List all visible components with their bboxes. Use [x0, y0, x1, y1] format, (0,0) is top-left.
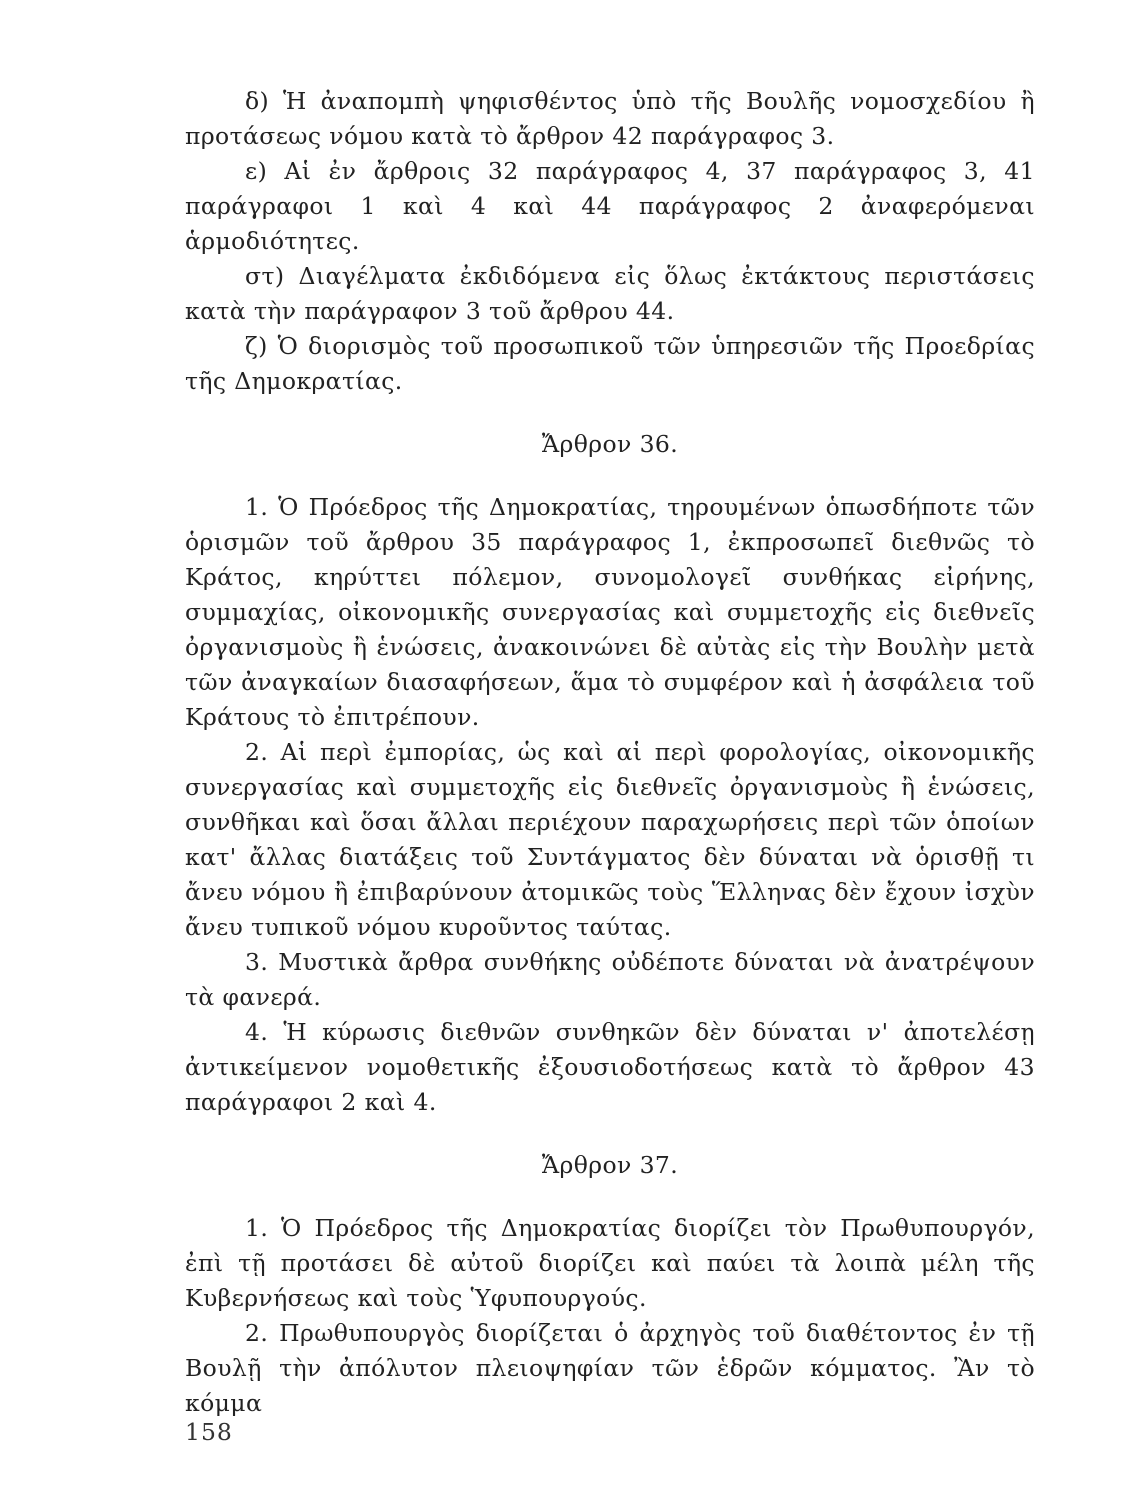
article-37-paragraph-2: 2. Πρωθυπουργὸς διορίζεται ὁ ἀρχηγὸς τοῦ διαθέτοντος ἐν τῇ Βουλῇ τὴν ἀπόλυτον πλειοψηφίαν τῶν ἑδρῶν κόμματος. Ἂν τὸ κόμμα [185, 1319, 1035, 1417]
article-36-paragraph-1: 1. Ὁ Πρόεδρος τῆς Δημοκρατίας, τηρουμένων ὁπωσδήποτε τῶν ὁρισμῶν τοῦ ἄρθρου 35 παράγραφος 1, ἐκπροσωπεῖ διεθνῶς τὸ Κράτος, κηρύττει πόλεμον, συνομολογεῖ συνθήκας εἰρήνης, συμμαχίας, οἰκονομικῆς συνεργασίας καὶ συμμετοχῆς εἰς διεθνεῖς ὀργανισμοὺς ἢ ἑνώσεις, ἀνακοινώνει δὲ αὐτὰς εἰς τὴν Βουλὴν μετὰ τῶν ἀναγκαίων διασαφήσεων, ἅμα τὸ συμφέρον καὶ ἡ ἀσφάλεια τοῦ Κράτους τὸ ἐπιτρέπουν. [185, 493, 1035, 731]
article-37-paragraph-1: 1. Ὁ Πρόεδρος τῆς Δημοκρατίας διορίζει τὸν Πρωθυπουργόν, ἐπὶ τῇ προτάσει δὲ αὐτοῦ διορίζει καὶ παύει τὰ λοιπὰ μέλη τῆς Κυβερνήσεως καὶ τοὺς Ὑφυπουργούς. [185, 1214, 1035, 1312]
article-36-paragraph-2: 2. Αἱ περὶ ἐμπορίας, ὡς καὶ αἱ περὶ φορολογίας, οἰκονομικῆς συνεργασίας καὶ συμμετοχῆς εἰς διεθνεῖς ὀργανισμοὺς ἢ ἑνώσεις, συνθῆκαι καὶ ὅσαι ἄλλαι περιέχουν παραχωρήσεις περὶ τῶν ὁποίων κατ' ἄλλας διατάξεις τοῦ Συντάγματος δὲν δύναται νὰ ὁρισθῇ τι ἄνευ νόμου ἢ ἐπιβαρύνουν ἀτομικῶς τοὺς Ἕλληνας δὲν ἔχουν ἰσχὺν ἄνευ τυπικοῦ νόμου κυροῦντος ταύτας. [185, 738, 1035, 941]
article-37-heading: Ἄρθρον 37. [541, 1151, 679, 1179]
article-36-paragraph-3: 3. Μυστικὰ ἄρθρα συνθήκης οὐδέποτε δύναται νὰ ἀνατρέψουν τὰ φανερά. [185, 948, 1035, 1011]
paragraph-epsilon: ε) Αἱ ἐν ἄρθροις 32 παράγραφος 4, 37 παράγραφος 3, 41 παράγραφοι 1 καὶ 4 καὶ 44 παράγραφος 2 ἀναφερόμεναι ἁρμοδιότητες. [185, 157, 1035, 255]
article-36-paragraph-4: 4. Ἡ κύρωσις διεθνῶν συνθηκῶν δὲν δύναται ν' ἀποτελέσῃ ἀντικείμενον νομοθετικῆς ἐξουσιοδοτήσεως κατὰ τὸ ἄρθρον 43 παράγραφοι 2 καὶ 4. [185, 1018, 1035, 1116]
page-body [185, 84, 1035, 1421]
paragraph-zeta: ζ) Ὁ διορισμὸς τοῦ προσωπικοῦ τῶν ὑπηρεσιῶν τῆς Προεδρίας τῆς Δημοκρατίας. [185, 332, 1035, 395]
article-36-heading: Ἄρθρον 36. [541, 430, 679, 458]
paragraph-st: στ) Διαγέλματα ἐκδιδόμενα εἰς ὅλως ἐκτάκτους περιστάσεις κατὰ τὴν παράγραφον 3 τοῦ ἄρθρου 44. [185, 262, 1035, 325]
paragraph-delta: δ) Ἡ ἀναπομπὴ ψηφισθέντος ὑπὸ τῆς Βουλῆς νομοσχεδίου ἢ προτάσεως νόμου κατὰ τὸ ἄρθρον 42 παράγραφος 3. [185, 87, 1035, 150]
page-number: 158 [185, 1418, 233, 1446]
